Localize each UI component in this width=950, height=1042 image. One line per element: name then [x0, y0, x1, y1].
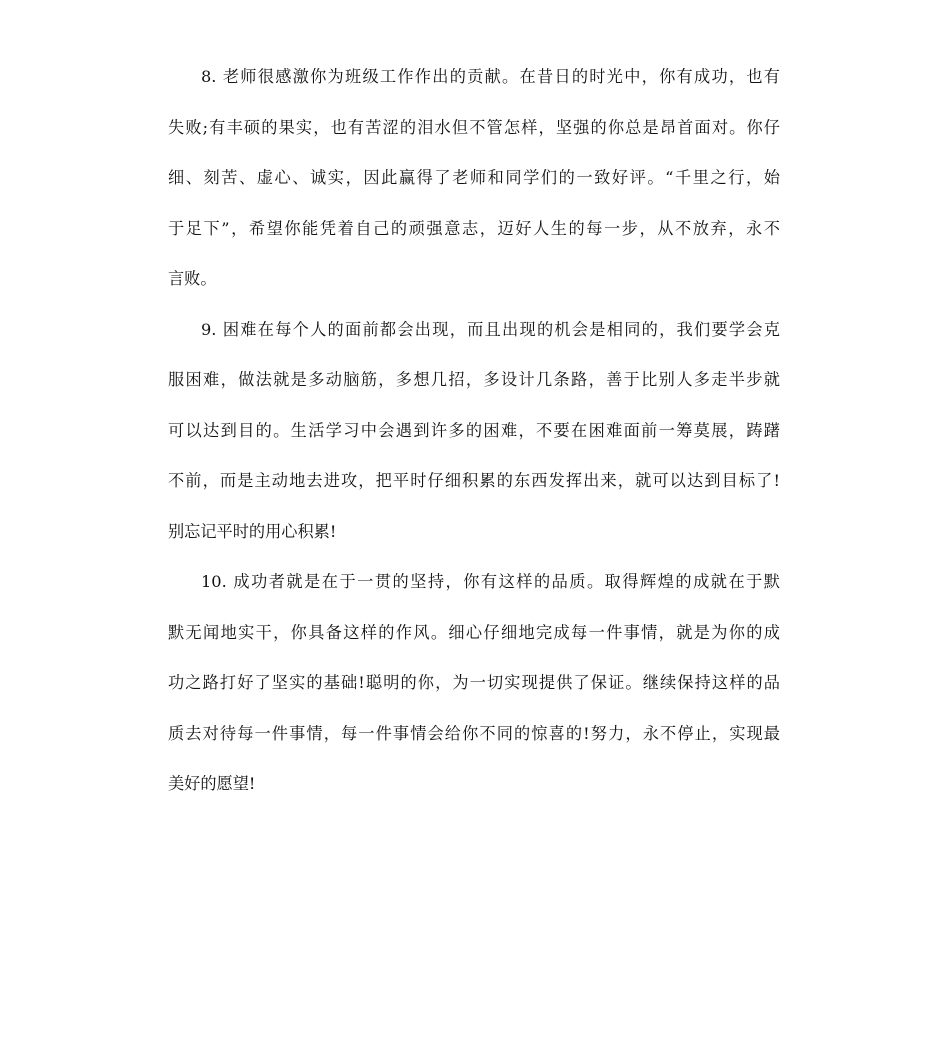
paragraph-line: 言败。 — [168, 269, 217, 288]
document-page — [168, 52, 780, 810]
paragraph-line: 不前，而是主动地去进攻，把平时仔细积累的东西发挥出来，就可以达到目标了! — [168, 471, 780, 490]
paragraph-line: 服困难，做法就是多动脑筋，多想几招，多设计几条路，善于比别人多走半步就 — [168, 370, 780, 389]
paragraph-line: 质去对待每一件事情，每一件事情会给你不同的惊喜的!努力，永不停止，实现最 — [168, 723, 780, 743]
paragraph-9 — [168, 305, 780, 558]
paragraph-line: 失败;有丰硕的果实，也有苦涩的泪水但不管怎样，坚强的你总是昂首面对。你仔 — [168, 117, 780, 137]
paragraph-line: 10. 成功者就是在于一贯的坚持，你有这样的品质。取得辉煌的成就在于默 — [201, 572, 780, 591]
paragraph-line: 细、刻苦、虚心、诚实，因此赢得了老师和同学们的一致好评。“千里之行，始 — [168, 168, 780, 187]
paragraph-line: 可以达到目的。生活学习中会遇到许多的困难，不要在困难面前一筹莫展，踌躇 — [168, 420, 780, 440]
paragraph-10 — [168, 557, 780, 810]
paragraph-line: 别忘记平时的用心积累! — [168, 521, 337, 541]
paragraph-line: 美好的愿望! — [168, 774, 256, 793]
paragraph-line: 8. 老师很感激你为班级工作作出的贡献。在昔日的时光中，你有成功，也有 — [201, 67, 780, 86]
paragraph-line: 9. 困难在每个人的面前都会出现，而且出现的机会是相同的，我们要学会克 — [201, 319, 780, 339]
paragraph-line: 默无闻地实干，你具备这样的作风。细心仔细地完成每一件事情，就是为你的成 — [168, 622, 780, 642]
paragraph-8 — [168, 52, 780, 305]
paragraph-line: 功之路打好了坚实的基础!聪明的你，为一切实现提供了保证。继续保持这样的品 — [168, 673, 780, 692]
paragraph-line: 于足下”，希望你能凭着自己的顽强意志，迈好人生的每一步，从不放弃，永不 — [168, 218, 780, 238]
